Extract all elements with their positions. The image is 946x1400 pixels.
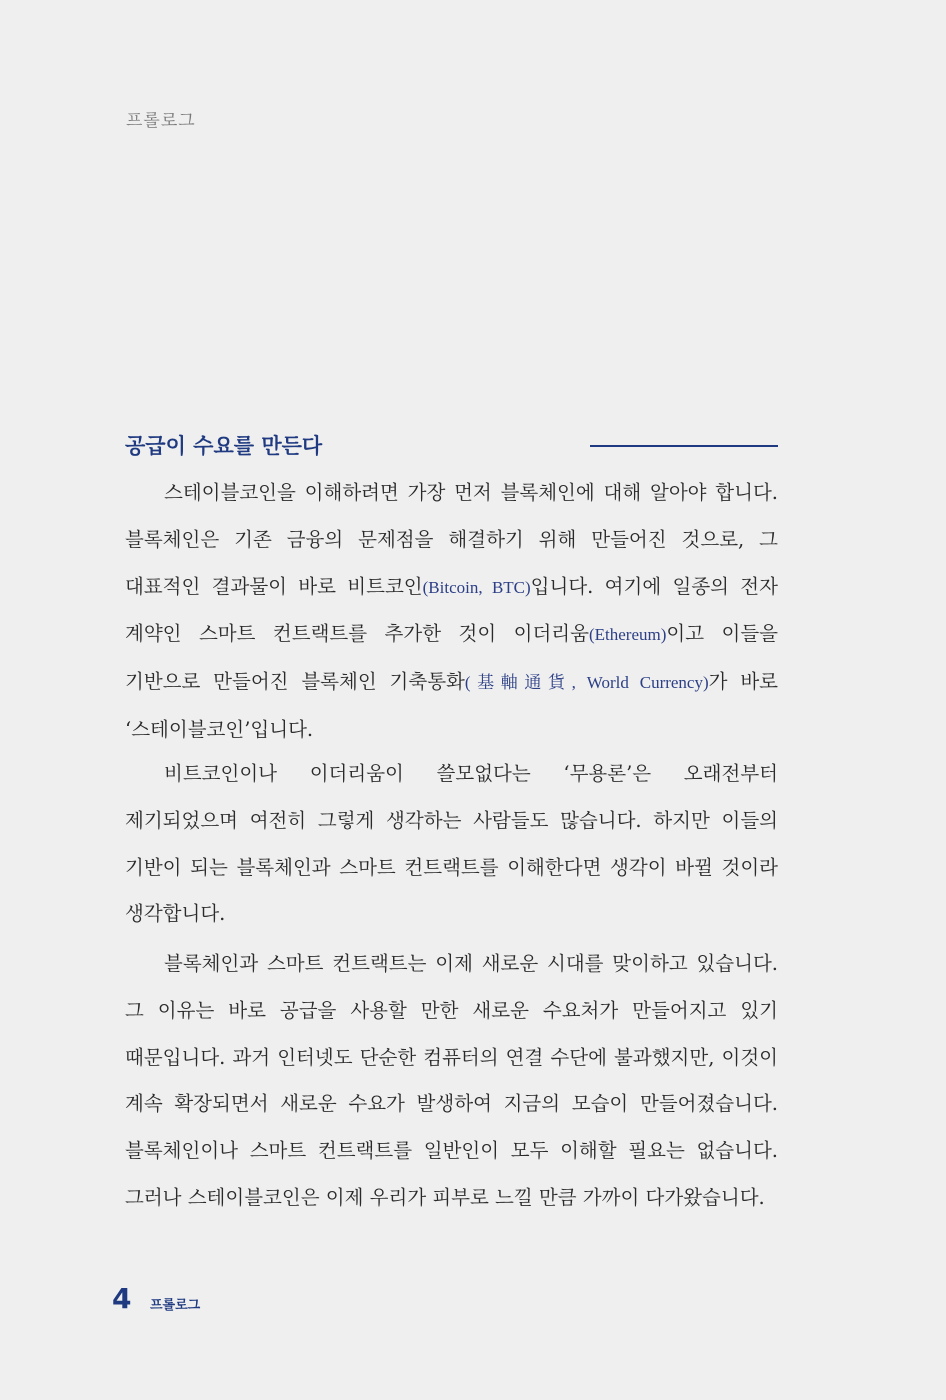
section-title: 공급이 수요를 만든다 <box>125 434 323 458</box>
page-number: 4 <box>112 1282 132 1315</box>
paragraph-3: 블록체인과 스마트 컨트랙트는 이제 새로운 시대를 맞이하고 있습니다. 그 이유는 바로 공급을 사용할 만한 새로운 수요처가 만들어지고 있기 때문입니다. 과거 인터넷도 단순한 컴퓨터의 연결 수단에 불과했지만, 이것이 계속 확장되면서 새로운 수요가 발생하여 지금의 모습이 만들어졌습니다. 블록체인이나 스마트 컨트랙트를 일반인이 모두 이해할 필요는 없습니다. 그러나 스테이블코인은 이제 우리가 피부로 느낄 만큼 가까이 다가왔습니다. <box>125 952 778 1209</box>
paragraph-1-text-2: 입니다. 여기에 일종의 전자 계약인 스마트 컨트랙트를 추가한 것이 이더리움 <box>125 574 778 646</box>
footer-section-label: 프롤로그 <box>150 1298 201 1313</box>
paragraph-1-text-1: 스테이블코인을 이해하려면 가장 먼저 블록체인에 대해 알아야 합니다. 블록체인은 기존 금융의 문제점을 해결하기 위해 만들어진 것으로, 그 대표적인 결과물이 바로 비트코인 <box>125 481 778 598</box>
paragraph-1 <box>125 470 778 754</box>
term-ethereum: (Ethereum) <box>588 625 667 645</box>
term-bitcoin: (Bitcoin, BTC) <box>422 577 531 597</box>
paragraph-1-text-4: 가 바로 ‘스테이블코인’입니다. <box>125 670 778 741</box>
term-world-currency: (基軸通貨, World Currency) <box>464 673 709 693</box>
paragraph-1-text-3: 이고 이들을 기반으로 만들어진 블록체인 기축통화 <box>125 622 779 694</box>
section-rule <box>590 445 778 447</box>
running-head: 프롤로그 <box>126 111 196 131</box>
paragraph-2: 비트코인이나 이더리움이 쓸모없다는 ‘무용론’은 오래전부터 제기되었으며 여전히 그렇게 생각하는 사람들도 많습니다. 하지만 이들의 기반이 되는 블록체인과 스마트 컨트랙트를 이해한다면 생각이 바뀔 것이라 생각합니다. <box>125 762 778 926</box>
